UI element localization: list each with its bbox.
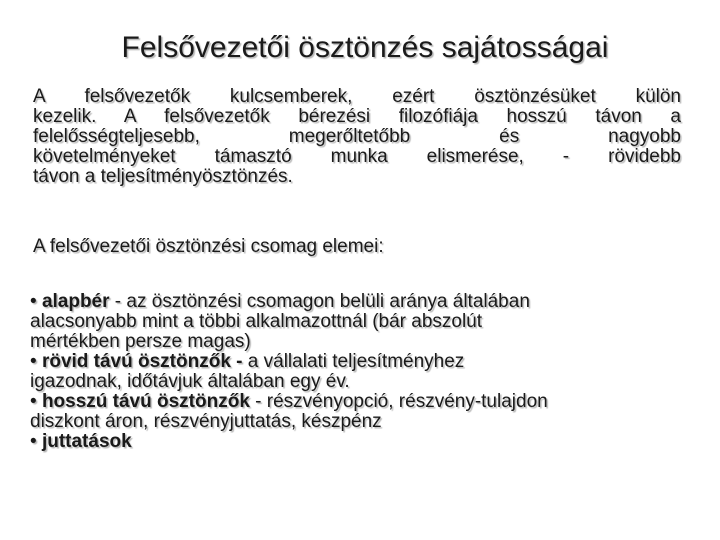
bullet-text: a vállalati teljesítményhez: [242, 351, 465, 372]
intro-line: távon a teljesítményösztönzés.: [33, 166, 293, 187]
intro-line: kezelik. A felsővezetők bérezési filozófiája hosszú távon a: [33, 106, 681, 127]
bullet-term: hosszú távú ösztönzők: [41, 391, 250, 412]
list-item-line: [30, 292, 690, 312]
bullet-term: juttatások: [41, 431, 132, 452]
list-item-line: igazodnak, időtávjuk általában egy év.: [30, 371, 350, 392]
bullet-marker: •: [30, 291, 37, 312]
bullet-marker: •: [30, 391, 37, 412]
list-item-benefits: [30, 432, 690, 452]
list-item-short-term-incentives: [30, 352, 690, 392]
bullet-text: - az ösztönzési csomagon belüli aránya általában: [109, 291, 530, 312]
list-item-long-term-incentives: [30, 392, 690, 432]
intro-line: A felsővezetők kulcsemberek, ezért ösztönzésüket külön: [33, 86, 681, 107]
bullet-marker: •: [30, 431, 37, 452]
list-item-line: [30, 352, 690, 372]
bullet-text: - részvényopció, részvény-tulajdon: [249, 391, 548, 412]
list-item-line: alacsonyabb mint a többi alkalmazottnál (bár abszolút: [30, 311, 483, 332]
intro-paragraph: [33, 87, 681, 187]
intro-line: követelményeket támasztó munka elismerése, - rövidebb: [33, 146, 681, 167]
package-elements-list: [30, 292, 690, 452]
package-subheading: A felsővezetői ösztönzési csomag elemei:: [33, 236, 384, 257]
slide-title: Felsővezetői ösztönzés sajátosságai: [121, 31, 609, 64]
list-item-base-salary: [30, 292, 690, 352]
list-item-line: [30, 432, 690, 452]
intro-line: felelősségteljesebb, megerőltetőbb és nagyobb: [33, 126, 681, 147]
bullet-marker: •: [30, 351, 37, 372]
bullet-term: rövid távú ösztönzők -: [41, 351, 243, 372]
list-item-line: [30, 392, 690, 412]
list-item-line: mértékben persze magas): [30, 331, 251, 352]
bullet-term: alapbér: [41, 291, 110, 312]
list-item-line: diszkont áron, részvényjuttatás, készpénz: [30, 411, 382, 432]
